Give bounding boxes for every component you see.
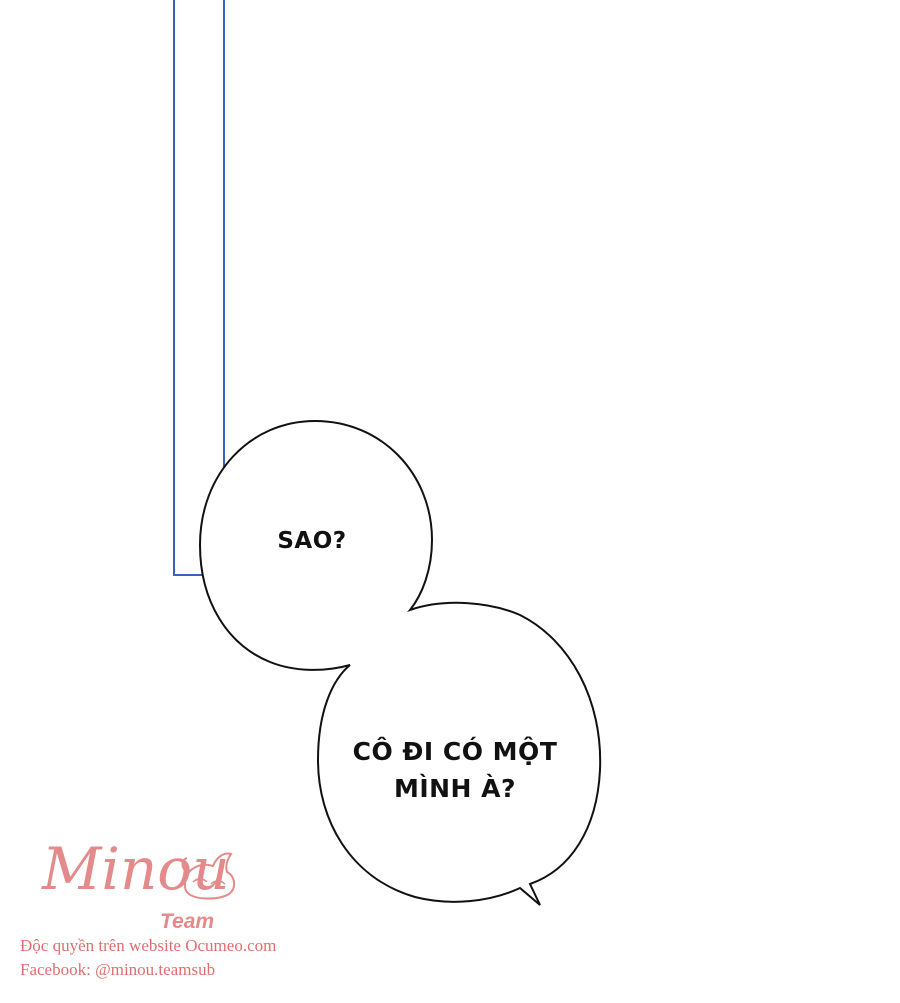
speech-text-line-2: MÌNH À? bbox=[393, 774, 517, 803]
watermark-facebook: Facebook: @minou.teamsub bbox=[20, 960, 216, 979]
watermark-website: Độc quyền trên website Ocumeo.com bbox=[20, 936, 277, 955]
speech-bubble-shape bbox=[200, 421, 600, 905]
speech-text-sao: SAO? bbox=[277, 528, 347, 554]
watermark bbox=[20, 835, 320, 990]
speech-text-line-1: CÔ ĐI CÓ MỘT bbox=[352, 737, 558, 766]
watermark-team: Team bbox=[160, 910, 215, 933]
watermark-logo-text: Minou bbox=[42, 835, 230, 903]
cat-logo-icon bbox=[175, 844, 245, 904]
speech-text-co-di bbox=[330, 733, 580, 807]
